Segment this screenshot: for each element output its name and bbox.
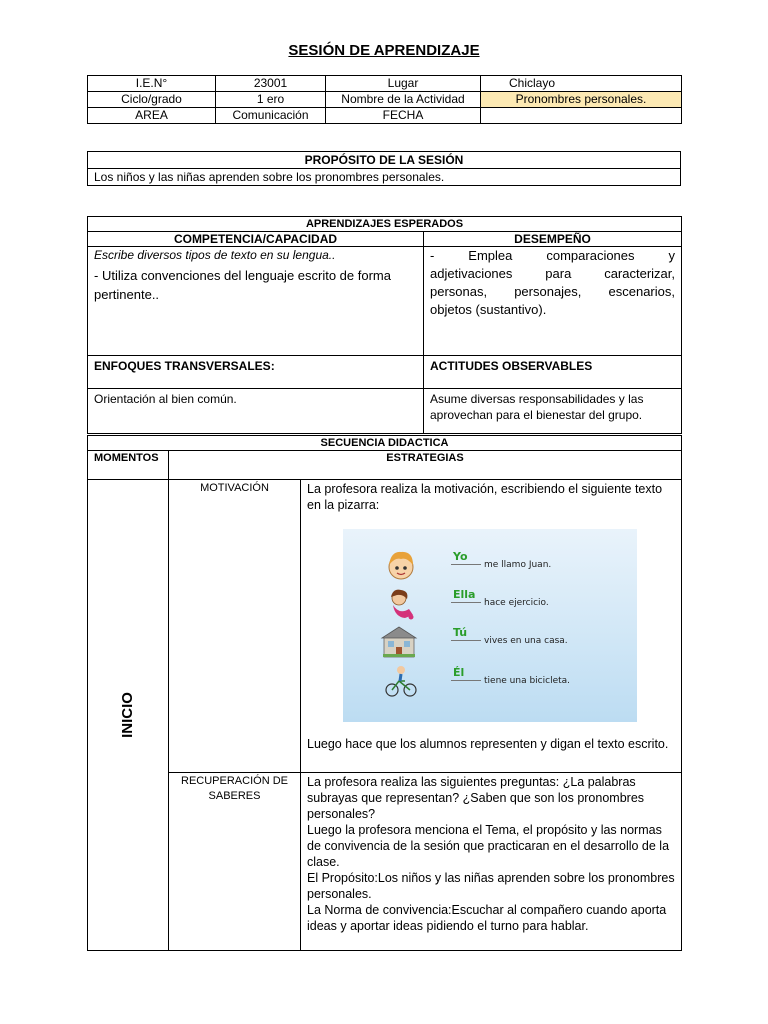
actividad-value: Pronombres personales. bbox=[481, 92, 682, 108]
recuperacion-line: La profesora realiza las siguientes preguntas: ¿La palabras subrayas que representan? ¿Saben que son los pronombres personales? bbox=[307, 775, 645, 821]
motivacion-after-text: Luego hace que los alumnos representen y digan el texto escrito. bbox=[307, 737, 669, 751]
table-row bbox=[88, 480, 682, 773]
enfoques-header: ENFOQUES TRANSVERSALES: bbox=[88, 356, 424, 389]
table-row bbox=[88, 92, 682, 108]
desempeno-header: DESEMPEÑO bbox=[424, 232, 682, 247]
secuencia-table bbox=[87, 435, 682, 951]
pronoun-text: Yo bbox=[453, 550, 468, 563]
house-icon bbox=[377, 623, 421, 659]
aprendizajes-header: APRENDIZAJES ESPERADOS bbox=[88, 217, 682, 232]
area-value: Comunicación bbox=[216, 108, 326, 124]
girl-exercising-icon bbox=[383, 585, 419, 621]
table-row bbox=[88, 169, 681, 186]
lugar-value: Chiclayo bbox=[481, 76, 682, 92]
recuperacion-line: La Norma de convivencia:Escuchar al compañero cuando aporta ideas y aportar ideas pidiendo el turno para hablar. bbox=[307, 903, 667, 933]
boy-face-icon bbox=[383, 547, 419, 583]
ie-label: I.E.N° bbox=[88, 76, 216, 92]
table-row bbox=[88, 773, 682, 951]
sentence-text: tiene una bicicleta. bbox=[484, 676, 571, 686]
illustration-row bbox=[343, 585, 637, 621]
desempeno-cell bbox=[424, 247, 682, 356]
desempeno-line: adjetivaciones para caracterizar, bbox=[430, 266, 675, 281]
table-row bbox=[88, 76, 682, 92]
area-label: AREA bbox=[88, 108, 216, 124]
desempeno-line: objetos (sustantivo). bbox=[430, 302, 547, 317]
blank-line bbox=[451, 640, 481, 641]
motivacion-text: La profesora realiza la motivación, escribiendo el siguiente texto en la pizarra: bbox=[307, 482, 663, 512]
pronoun-text: Él bbox=[453, 666, 465, 679]
blank-line bbox=[451, 564, 481, 565]
table-row bbox=[88, 247, 682, 356]
actitudes-header: ACTITUDES OBSERVABLES bbox=[424, 356, 682, 389]
page-title: SESIÓN DE APRENDIZAJE bbox=[288, 42, 480, 59]
table-row bbox=[88, 356, 682, 389]
blank-line bbox=[451, 680, 481, 681]
table-row bbox=[88, 217, 682, 232]
illustration-row bbox=[343, 623, 637, 659]
sentence-text: vives en una casa. bbox=[484, 636, 568, 646]
pronoun-illustration bbox=[343, 529, 637, 722]
ciclo-label: Ciclo/grado bbox=[88, 92, 216, 108]
blank-line bbox=[451, 602, 481, 603]
momento-cell bbox=[88, 480, 169, 951]
competencia-cell bbox=[88, 247, 424, 356]
momento-inicio-label: INICIO bbox=[119, 692, 136, 738]
ciclo-value: 1 ero bbox=[216, 92, 326, 108]
motivacion-label: MOTIVACIÓN bbox=[169, 480, 301, 773]
purpose-header: PROPÓSITO DE LA SESIÓN bbox=[88, 152, 681, 169]
table-row bbox=[88, 389, 682, 434]
info-table bbox=[87, 75, 682, 124]
pronoun-text: Tú bbox=[453, 626, 468, 639]
momentos-header: MOMENTOS bbox=[88, 451, 169, 480]
sentence-text: hace ejercicio. bbox=[484, 598, 549, 608]
boy-bicycle-icon bbox=[383, 663, 419, 699]
fecha-label: FECHA bbox=[326, 108, 481, 124]
table-row bbox=[88, 451, 682, 480]
estrategias-header: ESTRATEGIAS bbox=[169, 451, 682, 480]
table-row bbox=[88, 436, 682, 451]
pronoun-text: Ella bbox=[453, 588, 476, 601]
capacidad-text: - Utiliza convenciones del lenguaje escrito de forma pertinente.. bbox=[94, 268, 391, 302]
desempeno-line: personas, personajes, escenarios, bbox=[430, 284, 675, 299]
competencia-header: COMPETENCIA/CAPACIDAD bbox=[88, 232, 424, 247]
lugar-label: Lugar bbox=[326, 76, 481, 92]
illustration-row bbox=[343, 547, 637, 583]
competencia-text: Escribe diversos tipos de texto en su lengua.. bbox=[94, 248, 336, 262]
secuencia-header: SECUENCIA DIDACTICA bbox=[88, 436, 682, 451]
desempeno-line: - Emplea comparaciones y bbox=[430, 248, 675, 263]
actividad-label: Nombre de la Actividad bbox=[326, 92, 481, 108]
table-row bbox=[88, 232, 682, 247]
sentence-text: me llamo Juan. bbox=[484, 560, 552, 570]
purpose-table bbox=[87, 151, 681, 186]
aprendizajes-table bbox=[87, 216, 682, 434]
recuperacion-line: Luego la profesora menciona el Tema, el propósito y las normas de convivencia de la sesión que practicaran en el desarrollo de la clase. bbox=[307, 823, 670, 869]
recuperacion-label: RECUPERACIÓN DE SABERES bbox=[169, 773, 301, 951]
motivacion-cell bbox=[301, 480, 682, 773]
illustration-row bbox=[343, 663, 637, 699]
table-row bbox=[88, 108, 682, 124]
purpose-text: Los niños y las niñas aprenden sobre los pronombres personales. bbox=[88, 169, 681, 186]
table-row bbox=[88, 152, 681, 169]
recuperacion-cell bbox=[301, 773, 682, 951]
fecha-value bbox=[481, 108, 682, 124]
enfoque-text: Orientación al bien común. bbox=[88, 389, 424, 434]
ie-value: 23001 bbox=[216, 76, 326, 92]
actitud-text: Asume diversas responsabilidades y las aprovechan para el bienestar del grupo. bbox=[424, 389, 682, 434]
recuperacion-line: El Propósito:Los niños y las niñas aprenden sobre los pronombres personales. bbox=[307, 871, 675, 901]
